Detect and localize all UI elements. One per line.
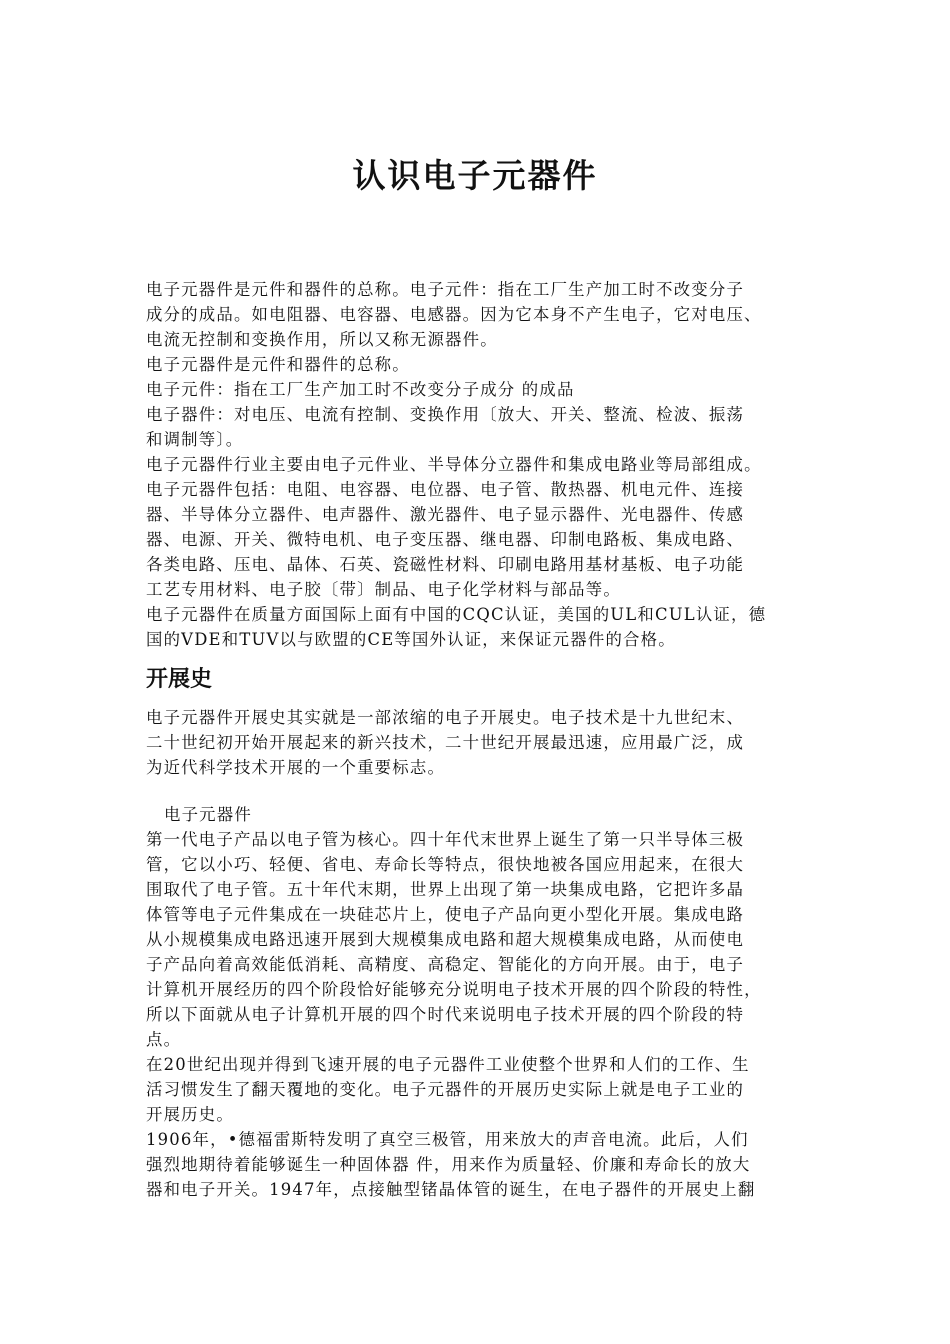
intro-section xyxy=(146,277,826,652)
intro-line: 成分的成品。如电阻器、电容器、电感器。因为它本身不产生电子，它对电压、 xyxy=(146,305,762,324)
intro-line: 工艺专用材料、电子胶〔带〕制品、电子化学材料与部品等。 xyxy=(146,580,621,599)
body-line: 所以下面就从电子计算机开展的四个时代来说明电子技术开展的四个阶段的特 xyxy=(146,1005,745,1024)
intro-line: 电子元器件行业主要由电子元件业、半导体分立器件和集成电路业等局部组成。 xyxy=(146,455,762,474)
body-line: 在20世纪出现并得到飞速开展的电子元器件工业使整个世界和人们的工作、生 xyxy=(146,1055,750,1074)
sub-label: 电子元器件 xyxy=(164,805,252,824)
history-line: 二十世纪初开始开展起来的新兴技术，二十世纪开展最迅速，应用最广泛，成 xyxy=(146,733,745,752)
body-line: 1906年，•德福雷斯特发明了真空三极管，用来放大的声音电流。此后，人们 xyxy=(146,1130,749,1149)
intro-line: 和调制等〕。 xyxy=(146,430,244,449)
intro-line: 电子元器件是元件和器件的总称。 xyxy=(146,355,410,374)
history-section xyxy=(146,705,826,780)
body-line: 开展历史。 xyxy=(146,1105,234,1124)
intro-line: 电子元器件在质量方面国际上面有中国的CQC认证，美国的UL和CUL认证，德 xyxy=(146,605,767,624)
body-line: 第一代电子产品以电子管为核心。四十年代末世界上诞生了第一只半导体三极 xyxy=(146,830,745,849)
intro-line: 器、半导体分立器件、电声器件、激光器件、电子显示器件、光电器件、传感 xyxy=(146,505,745,524)
history-line: 为近代科学技术开展的一个重要标志。 xyxy=(146,758,446,777)
body-line: 管，它以小巧、轻便、省电、寿命长等特点，很快地被各国应用起来，在很大 xyxy=(146,855,745,874)
intro-line: 电子元件：指在工厂生产加工时不改变分子成分 的成品 xyxy=(146,380,575,399)
intro-line: 电子元器件是元件和器件的总称。电子元件：指在工厂生产加工时不改变分子 xyxy=(146,280,745,299)
intro-line: 各类电路、压电、晶体、石英、瓷磁性材料、印刷电路用基材基板、电子功能 xyxy=(146,555,745,574)
intro-line: 电子器件：对电压、电流有控制、变换作用〔放大、开关、整流、检波、振荡 xyxy=(146,405,745,424)
body-line: 子产品向着高效能低消耗、高精度、高稳定、智能化的方向开展。由于，电子 xyxy=(146,955,745,974)
body-line: 点。 xyxy=(146,1030,182,1049)
body-section xyxy=(146,802,826,1202)
body-line: 体管等电子元件集成在一块硅芯片上，使电子产品向更小型化开展。集成电路 xyxy=(146,905,745,924)
body-line: 器和电子开关。1947年，点接触型锗晶体管的诞生，在电子器件的开展史上翻 xyxy=(146,1180,756,1199)
body-line: 围取代了电子管。五十年代末期，世界上出现了第一块集成电路，它把许多晶 xyxy=(146,880,745,899)
body-line: 计算机开展经历的四个阶段恰好能够充分说明电子技术开展的四个阶段的特性， xyxy=(146,980,762,999)
body-line: 强烈地期待着能够诞生一种固体器 件，用来作为质量轻、价廉和寿命长的放大 xyxy=(146,1155,751,1174)
body-line: 从小规模集成电路迅速开展到大规模集成电路和超大规模集成电路，从而使电 xyxy=(146,930,745,949)
section-heading: 开展史 xyxy=(146,667,213,692)
body-line: 活习惯发生了翻天覆地的变化。电子元器件的开展历史实际上就是电子工业的 xyxy=(146,1080,745,1099)
intro-line: 电子元器件包括：电阻、电容器、电位器、电子管、散热器、机电元件、连接 xyxy=(146,480,745,499)
intro-line: 电流无控制和变换作用，所以又称无源器件。 xyxy=(146,330,498,349)
page-title: 认识电子元器件 xyxy=(352,156,598,195)
intro-line: 器、电源、开关、微特电机、电子变压器、继电器、印制电路板、集成电路、 xyxy=(146,530,745,549)
intro-line: 国的VDE和TUV以与欧盟的CE等国外认证，来保证元器件的合格。 xyxy=(146,630,676,649)
history-line: 电子元器件开展史其实就是一部浓缩的电子开展史。电子技术是十九世纪末、 xyxy=(146,708,745,727)
